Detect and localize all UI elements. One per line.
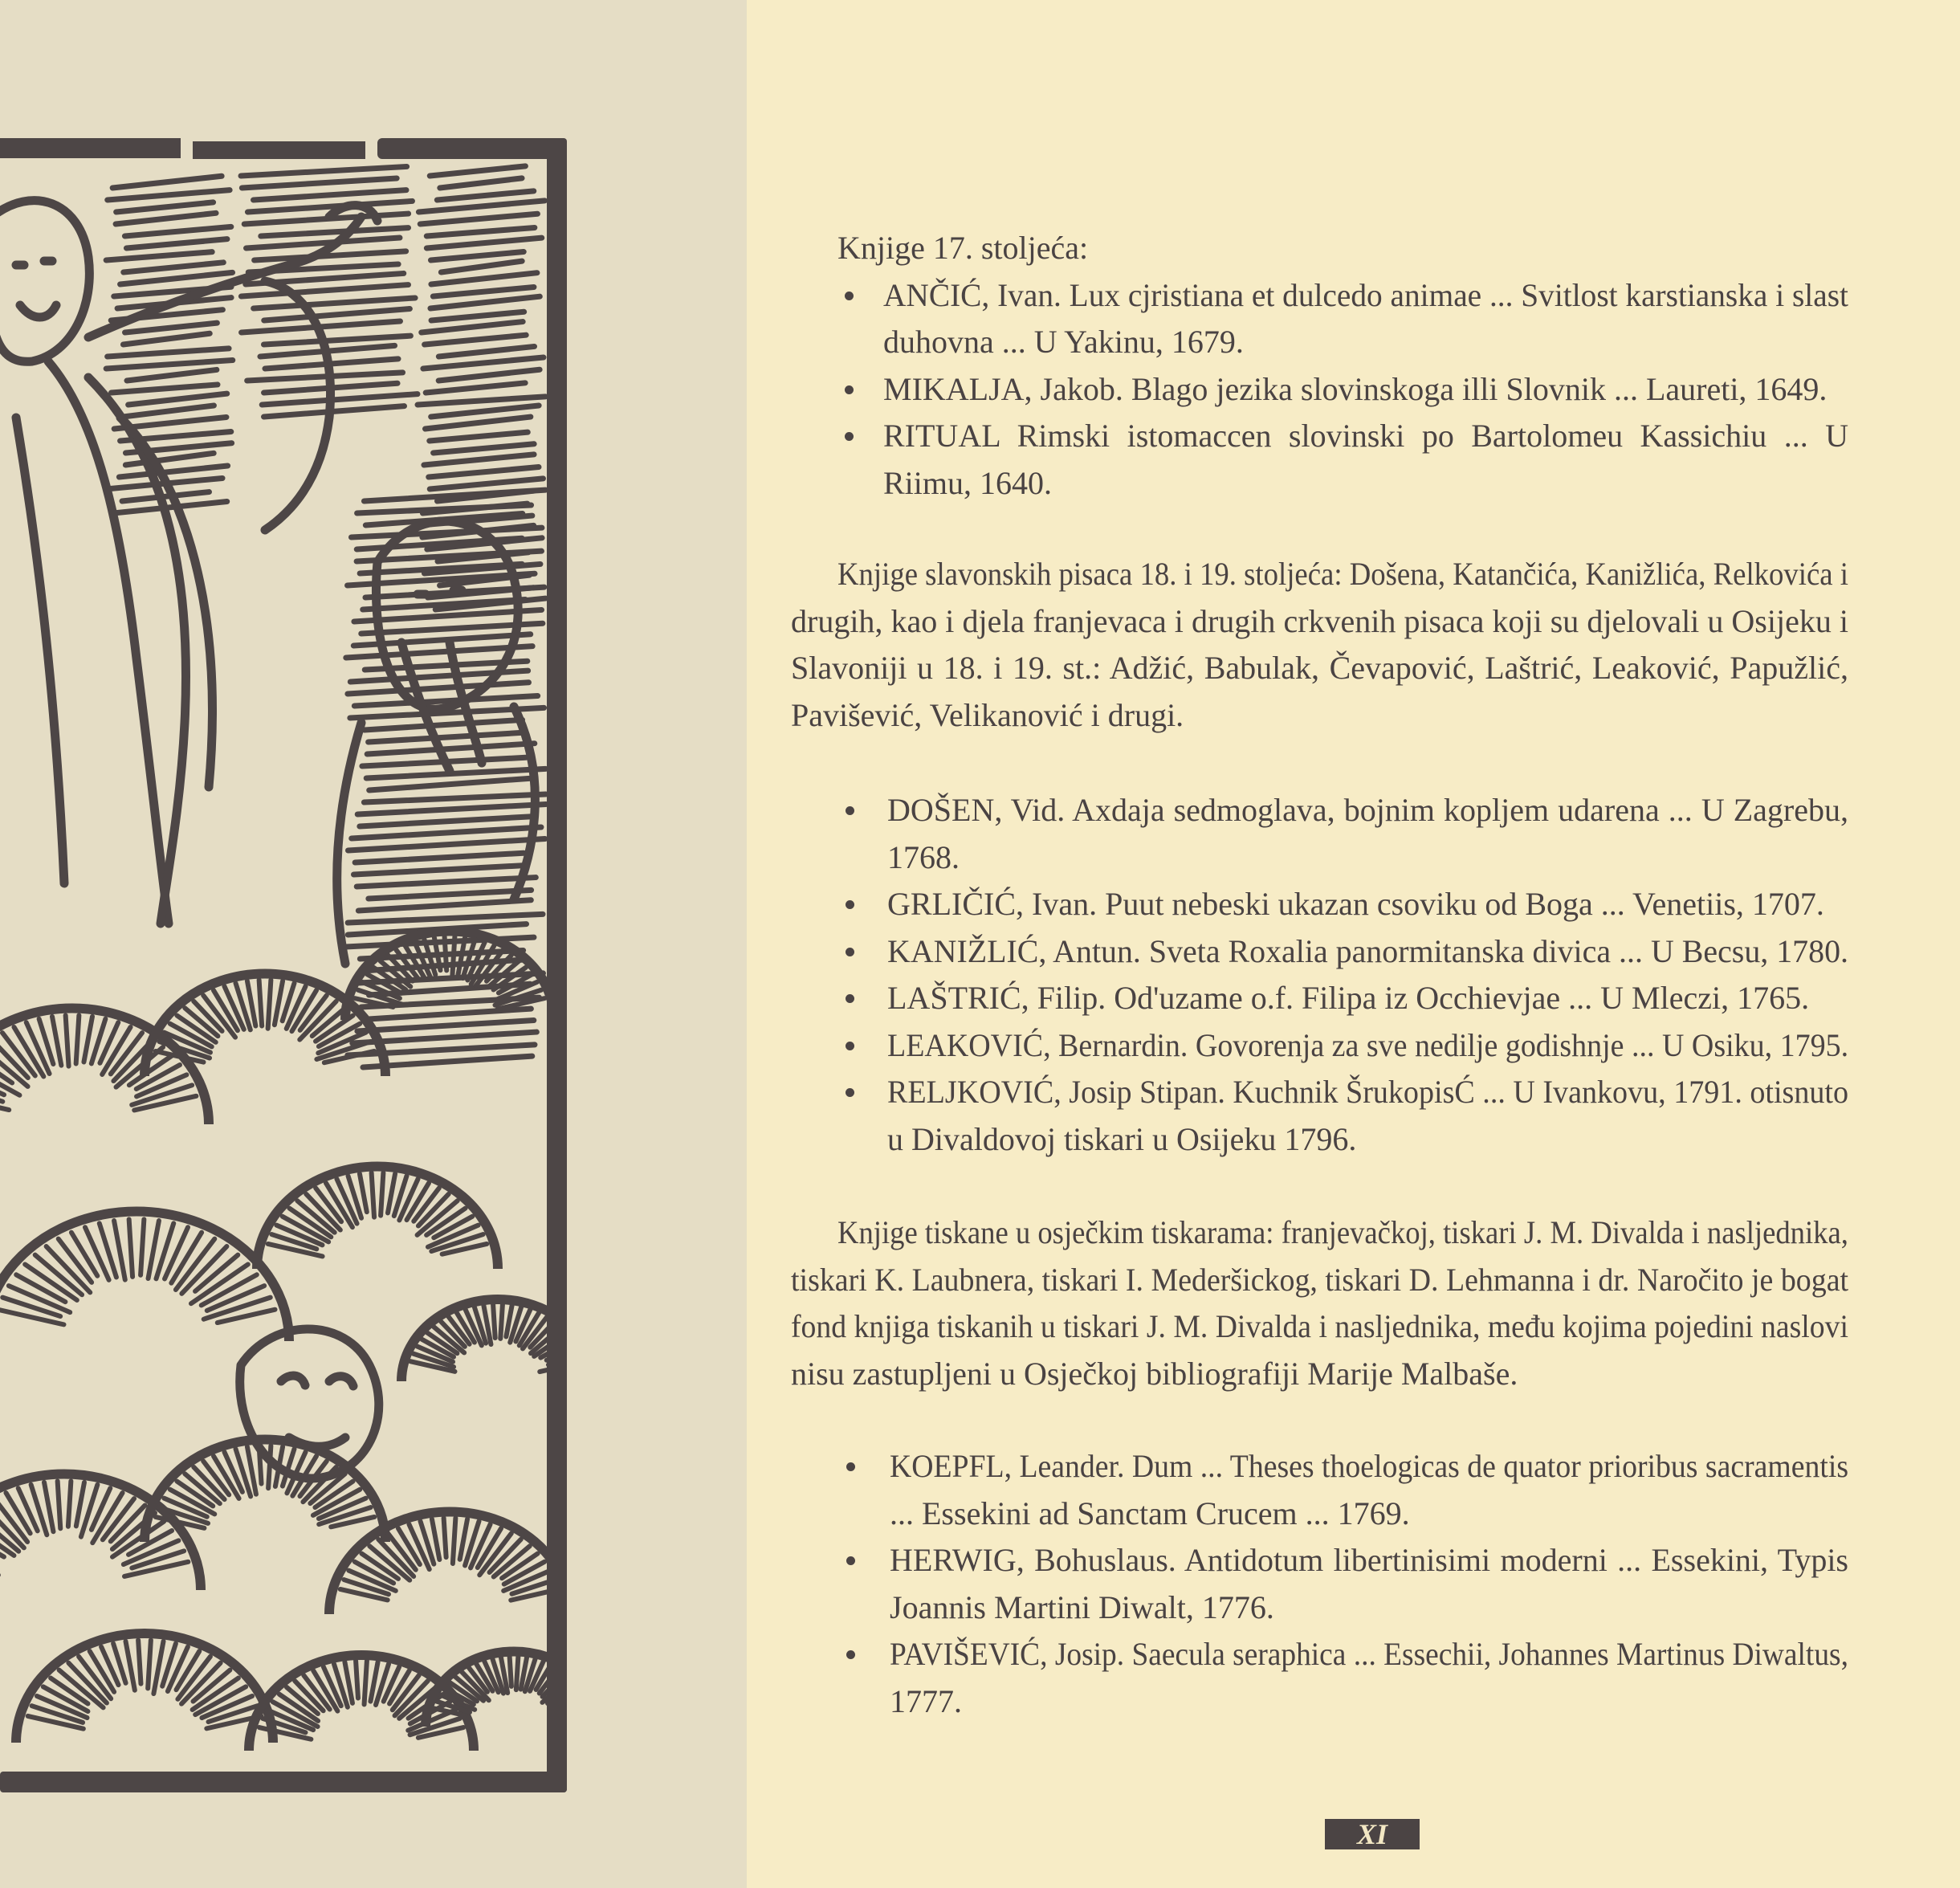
item-line: 1777. xyxy=(890,1682,962,1719)
item-line: RELJKOVIĆ, Josip Stipan. Kuchnik ŠrukopisĆ ... U Ivankovu, 1791. otisnuto xyxy=(887,1074,1849,1110)
item-line: MIKALJA, Jakob. Blago jezika slovinskoga illi Slovnik ... Laureti, 1649. xyxy=(883,370,1828,407)
section-heading-text: Knjige 17. stoljeća: xyxy=(837,230,1089,266)
paragraph-line: fond knjiga tiskanih u tiskari J. M. Divalda i nasljednika, među kojima pojedini naslovi xyxy=(791,1308,1848,1344)
list-item xyxy=(890,1631,1848,1725)
list-item xyxy=(887,1022,1848,1070)
section-heading xyxy=(837,225,1848,272)
list-item xyxy=(887,1069,1848,1163)
item-line: KANIŽLIĆ, Antun. Sveta Roxalia panormitanska divica ... U Becsu, 1780. xyxy=(887,932,1849,969)
list-item xyxy=(887,787,1848,881)
bullet-icon xyxy=(845,292,854,300)
item-line: GRLIČIĆ, Ivan. Puut nebeski ukazan csoviku od Boga ... Venetiis, 1707. xyxy=(887,886,1824,922)
bullet-icon xyxy=(846,948,854,956)
list-item xyxy=(883,272,1848,366)
bullet-icon xyxy=(846,1088,854,1097)
item-line: KOEPFL, Leander. Dum ... Theses thoelogicas de quator prioribus sacramentis xyxy=(890,1448,1849,1484)
list-osijek-printing xyxy=(890,1443,1848,1725)
bullet-icon xyxy=(846,1650,855,1659)
bullet-icon xyxy=(845,432,854,441)
left-page xyxy=(0,0,747,1888)
item-line: HERWIG, Bohuslaus. Antidotum libertinisimi moderni ... Essekini, Typis xyxy=(890,1542,1848,1578)
woodcut-scene xyxy=(0,166,602,1751)
paragraph-line: Slavoniji u 18. i 19. st.: Adžić, Babulak, Čevapović, Laštrić, Leaković, Papužlić, xyxy=(791,650,1848,686)
bullet-icon xyxy=(846,806,854,815)
paragraph-line: nisu zastupljeni u Osječkoj bibliografiji Marije Malbaše. xyxy=(791,1355,1518,1392)
item-line: Riimu, 1640. xyxy=(883,464,1053,501)
bullet-icon xyxy=(846,900,854,909)
list-item xyxy=(883,413,1848,507)
list-slavonian-writers xyxy=(887,787,1848,1163)
list-item xyxy=(887,881,1848,928)
paragraph-osijek-printing xyxy=(791,1209,1848,1397)
item-line: duhovna ... U Yakinu, 1679. xyxy=(883,324,1244,360)
item-line: Joannis Martini Diwalt, 1776. xyxy=(890,1588,1274,1625)
item-line: ANČIĆ, Ivan. Lux cjristiana et dulcedo animae ... Svitlost karstianska i slast xyxy=(883,276,1848,313)
bullet-icon xyxy=(846,1556,855,1565)
list-17th-century xyxy=(883,272,1848,508)
list-item xyxy=(890,1443,1848,1537)
list-item xyxy=(887,975,1848,1022)
bullet-icon xyxy=(846,1042,854,1050)
page-number: XI xyxy=(1325,1819,1420,1849)
bullet-icon xyxy=(846,1462,855,1471)
list-item xyxy=(883,366,1848,414)
list-item xyxy=(887,928,1848,976)
paragraph-line: Pavišević, Velikanović i drugi. xyxy=(791,696,1184,733)
list-item xyxy=(890,1537,1848,1631)
bullet-icon xyxy=(846,994,854,1003)
item-line: RITUAL Rimski istomaccen slovinski po Bartolomeu Kassichiu ... U xyxy=(883,418,1848,454)
paragraph-line: Knjige tiskane u osječkim tiskarama: franjevačkoj, tiskari J. M. Divalda i nasljednika, xyxy=(837,1214,1848,1250)
item-line: 1768. xyxy=(887,838,960,875)
item-line: ... Essekini ad Sanctam Crucem ... 1769. xyxy=(890,1494,1410,1531)
woodcut-clouds xyxy=(0,932,602,1751)
section-17th-century xyxy=(837,225,1848,272)
item-line: LEAKOVIĆ, Bernardin. Govorenja za sve nedilje godishnje ... U Osiku, 1795. xyxy=(887,1026,1849,1063)
item-line: PAVIŠEVIĆ, Josip. Saecula seraphica ... Essechii, Johannes Martinus Diwaltus, xyxy=(890,1636,1848,1672)
paragraph-line: Knjige slavonskih pisaca 18. i 19. stoljeća: Došena, Katančića, Kanižlića, Relkovića i xyxy=(837,556,1848,592)
paragraph-line: tiskari K. Laubnera, tiskari I. Mederšickog, tiskari D. Lehmanna i dr. Naročito je bogat xyxy=(791,1261,1849,1298)
paragraph-slavonian-writers xyxy=(791,551,1848,739)
woodcut-illustration xyxy=(0,0,747,1888)
item-line: u Divaldovoj tiskari u Osijeku 1796. xyxy=(887,1120,1357,1157)
bullet-icon xyxy=(845,385,854,394)
item-line: DOŠEN, Vid. Axdaja sedmoglava, bojnim kopljem udarena ... U Zagrebu, xyxy=(887,792,1848,828)
item-line: LAŠTRIĆ, Filip. Od'uzame o.f. Filipa iz Occhievjae ... U Mleczi, 1765. xyxy=(887,980,1810,1016)
paragraph-line: drugih, kao i djela franjevaca i drugih crkvenih pisaca koji su djelovali u Osijeku i xyxy=(791,602,1848,639)
